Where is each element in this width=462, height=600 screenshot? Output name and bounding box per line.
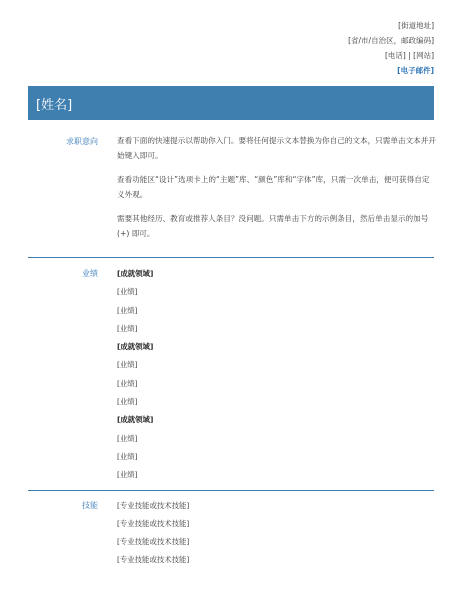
street-address[interactable]: [街道地址] [398, 21, 434, 30]
contact-block [348, 18, 434, 78]
objective-paragraph[interactable]: 查看下面的快速提示以帮助你入门。要将任何提示文本替换为你自己的文本，只需单击文本并开始键入即可。 [117, 136, 436, 160]
objective-paragraph[interactable]: 查看功能区“设计”选项卡上的“主题”库、“颜色”库和“字体”库，只需一次单击，便可获得自定义外观。 [117, 175, 430, 199]
name-field[interactable]: [姓名] [36, 98, 73, 113]
achievement-item[interactable]: [业绩] [117, 451, 138, 461]
skill-item[interactable]: [专业技能或技术技能] [117, 519, 190, 528]
phone-website[interactable]: [电话] | [网站] [385, 51, 434, 60]
achievement-item[interactable]: [业绩] [117, 323, 138, 333]
name-banner [28, 86, 434, 120]
achievement-item[interactable]: [业绩] [117, 360, 138, 370]
objective-paragraph[interactable]: 需要其他经历、教育或推荐人条目？没问题。只需单击下方的示例条目，然后单击显示的加号 (+) 即可。 [117, 214, 429, 238]
achievement-item[interactable]: [业绩] [117, 287, 138, 297]
achievement-item[interactable]: [业绩] [117, 378, 138, 388]
achievement-area[interactable]: [成就领域] [117, 269, 154, 278]
section-divider [28, 257, 434, 258]
achievement-item[interactable]: [业绩] [117, 470, 138, 480]
achievement-area[interactable]: [成就领域] [117, 415, 154, 425]
achievement-item[interactable]: [业绩] [117, 305, 138, 315]
email-address[interactable]: [电子邮件] [397, 66, 434, 75]
skill-item[interactable]: [专业技能或技术技能] [117, 537, 190, 546]
skill-item[interactable]: [专业技能或技术技能] [117, 555, 190, 564]
skill-item[interactable]: [专业技能或技术技能] [117, 501, 190, 510]
objective-body [117, 134, 437, 251]
achievement-item[interactable]: [业绩] [117, 433, 138, 443]
city-postal-code[interactable]: [省/市/自治区，邮政编码] [348, 36, 434, 45]
section-divider [28, 490, 434, 491]
achievement-area[interactable]: [成就领域] [117, 342, 154, 352]
achievements-heading: 业绩 [82, 269, 98, 278]
skills-heading: 技能 [82, 501, 98, 510]
achievement-item[interactable]: [业绩] [117, 397, 138, 407]
skills-list [117, 497, 189, 569]
objective-heading: 求职意向 [66, 137, 98, 146]
achievements-list [117, 265, 153, 485]
